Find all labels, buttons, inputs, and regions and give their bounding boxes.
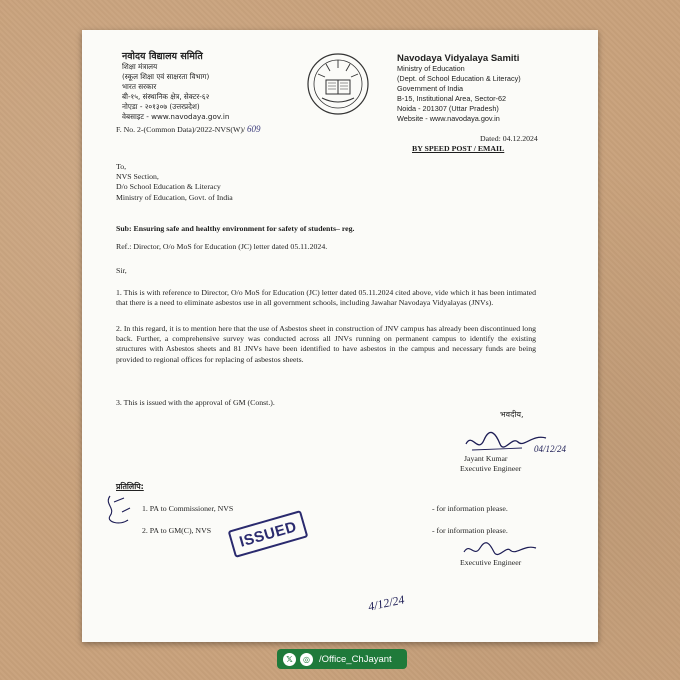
address-line: To, (116, 162, 127, 171)
signature-date: 04/12/24 (534, 444, 567, 454)
signatory-title-2: Executive Engineer (460, 558, 522, 567)
header-english-line: Ministry of Education (397, 64, 465, 73)
header-hindi-line: नोएडा - २०१३०७ (उत्तरप्रदेश) (122, 102, 200, 111)
letter-page (82, 30, 598, 642)
addressee-block (116, 162, 233, 203)
org-name-english: Navodaya Vidyalaya Samiti (397, 53, 520, 64)
org-name-hindi: नवोदय विद्यालय समिति (122, 51, 203, 62)
salutation: Sir, (116, 266, 127, 275)
header-hindi-line: भारत सरकार (122, 82, 157, 91)
signatory-title: Executive Engineer (460, 464, 522, 473)
handwritten-date: 4/12/24 (366, 592, 406, 614)
closing-hindi: भवदीय, (500, 410, 524, 419)
social-handle-text: /Office_ChJayant (319, 653, 392, 665)
second-signature-mark (460, 538, 540, 560)
address-line: Ministry of Education, Govt. of India (116, 192, 233, 202)
instagram-icon: ◎ (300, 653, 313, 666)
letter-date: Dated: 04.12.2024 (480, 134, 538, 143)
paragraph-2: 2. In this regard, it is to mention here that the use of Asbestos sheet in construction of JNV campus has already been discontinued long back. Further, a comprehensive survey was conducted across all JNVs running on permanent campus to identify the existing structures with Asbestos sheets and 81 JNVs have been identified to have asbestos in the campus and necessary funds are being provided to regional offices for replacing of asbestos sheets. (116, 324, 536, 364)
paragraph-1: 1. This is with reference to Director, O/o MoS for Education (JC) letter dated 05.11.2024 cited above, vide which it has been intimated that there is a need to eliminate asbestos use in all government schools, including Jawahar Navodaya Vidyalayas (JNVs). (116, 288, 536, 308)
reference-line: Ref.: Director, O/o MoS for Education (JC) letter dated 05.11.2024. (116, 242, 328, 251)
header-hindi (122, 52, 229, 122)
header-english-line: B-15, Institutional Area, Sector-62 (397, 94, 507, 103)
header-hindi-line: (स्कूल शिक्षा एवं साक्षरता विभाग) (122, 72, 210, 81)
signatory-name: Jayant Kumar (464, 454, 508, 463)
header-english-line: Government of India (397, 84, 464, 93)
nvs-emblem-logo (306, 52, 370, 116)
issued-stamp-text: ISSUED (237, 517, 299, 551)
header-hindi-line: बी-१५, संस्थानिक क्षेत्र, सेक्टर-६२ (122, 92, 210, 101)
file-number-line (116, 124, 261, 135)
paragraph-3: 3. This is issued with the approval of GM (Const.). (116, 398, 275, 407)
header-english-line: (Dept. of School Education & Literacy) (397, 74, 521, 83)
issued-stamp (228, 510, 309, 558)
file-number-handwritten: 609 (247, 124, 261, 134)
copy-item-2: 2. PA to GM(C), NVS (142, 526, 212, 535)
header-hindi-line: वेबसाइट - www.navodaya.gov.in (122, 112, 230, 121)
subject-line: Sub: Ensuring safe and healthy environment for safety of students– reg. (116, 224, 355, 233)
x-logo-icon: 𝕏 (283, 653, 296, 666)
copy-item-1-purpose: - for information please. (432, 504, 508, 513)
file-number: F. No. 2-(Common Data)/2022-NVS(W)/ (116, 125, 246, 134)
header-english-line: Noida - 201307 (Uttar Pradesh) (397, 104, 499, 113)
header-hindi-line: शिक्षा मंत्रालय (122, 62, 158, 71)
address-line: D/o School Education & Literacy (116, 182, 221, 192)
address-line: NVS Section, (116, 172, 159, 182)
copy-item-2-purpose: - for information please. (432, 526, 508, 535)
delivery-mode: BY SPEED POST / EMAIL (412, 144, 505, 153)
header-english-line: Website - www.navodaya.gov.in (397, 114, 500, 123)
copy-to-label: प्रतिलिपि: (116, 482, 144, 491)
copy-item-1: 1. PA to Commissioner, NVS (142, 504, 234, 513)
margin-initials-mark (102, 492, 136, 532)
header-english (397, 54, 521, 124)
social-handle-badge[interactable] (277, 649, 407, 669)
